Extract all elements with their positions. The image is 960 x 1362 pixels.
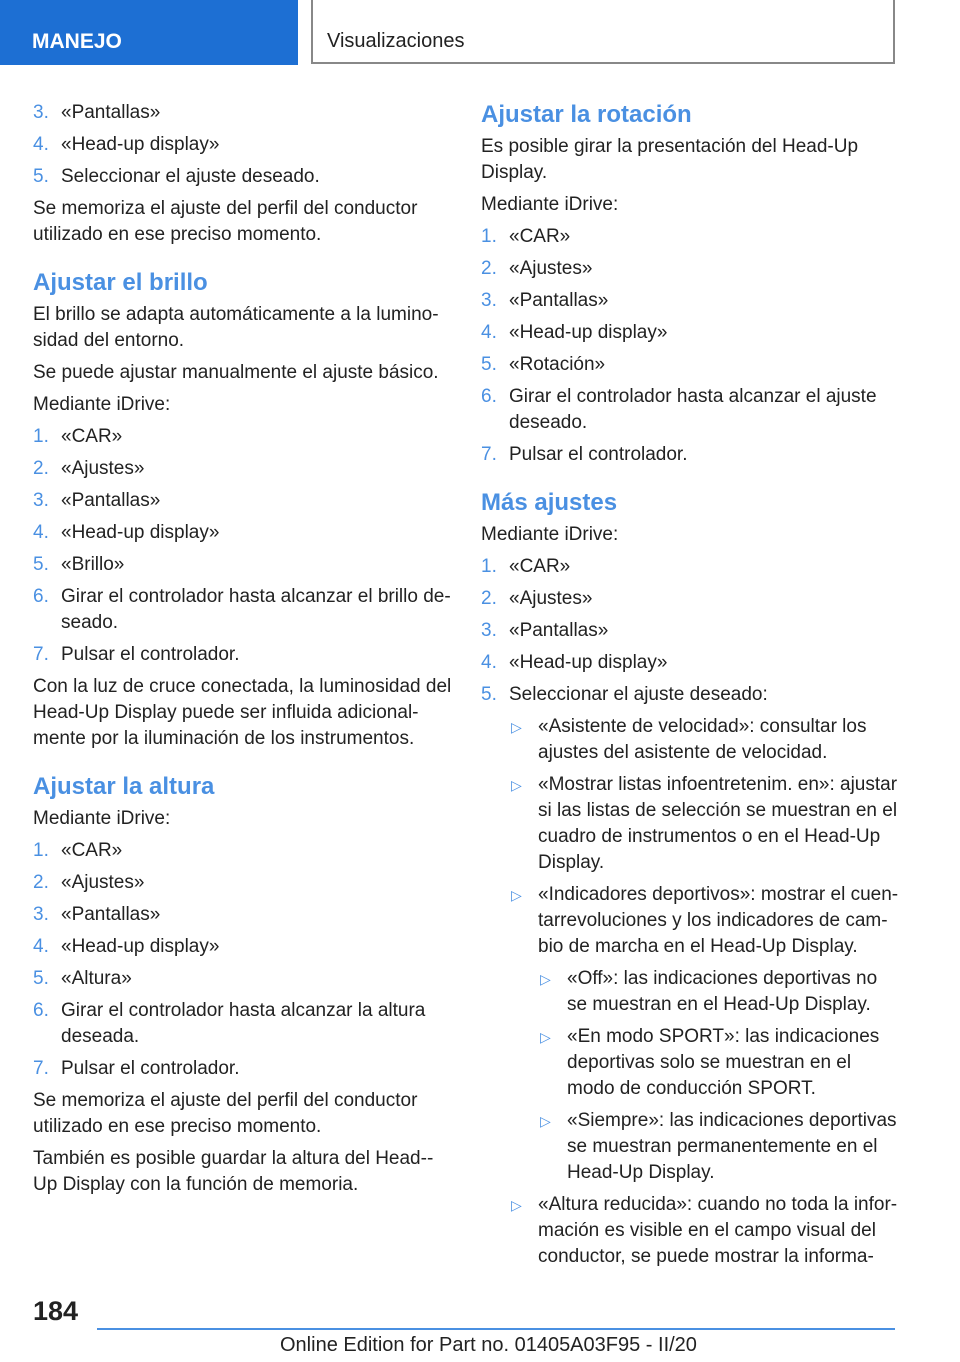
list-item: 5. «Rotación»	[481, 354, 606, 375]
list-item: 5. Seleccionar el ajuste deseado.	[33, 166, 320, 187]
list-item: 7. Pulsar el controlador.	[33, 644, 240, 665]
triangle-right-icon: ▷	[540, 1029, 551, 1045]
section-heading-mas-ajustes: Más ajustes	[481, 489, 618, 516]
list-item: 6. Girar el controlador hasta alcanzar el ajuste deseado.	[481, 386, 877, 433]
list-item: 7. Pulsar el controlador.	[33, 1058, 240, 1079]
list-item: 2. «Ajustes»	[481, 588, 593, 609]
right-column	[481, 100, 899, 1276]
footer-edition: Online Edition for Part no. 01405A03F95 - II/20	[280, 1334, 697, 1356]
list-item: 4. «Head-up display»	[33, 522, 220, 543]
footer-divider	[97, 1328, 895, 1330]
list-item: ▷ «Off»: las indicaciones deportivas no se muestran en el Head-Up Display.	[540, 968, 878, 1015]
list-item: 2. «Ajustes»	[33, 458, 145, 479]
triangle-right-icon: ▷	[511, 777, 522, 793]
list-item: 2. «Ajustes»	[33, 872, 145, 893]
list-item: 3. «Pantallas»	[33, 102, 161, 123]
triangle-right-icon: ▷	[540, 1113, 551, 1129]
steps-list	[481, 554, 899, 708]
list-item: 3. «Pantallas»	[481, 290, 609, 311]
paragraph: Se memoriza el ajuste del perfil del conductor utilizado en ese preciso momento.	[33, 1090, 418, 1137]
steps-list	[33, 838, 453, 1082]
list-item: ▷ «Siempre»: las indicaciones deportivas se muestran permanentemente en el Head-Up Display.	[540, 1110, 897, 1183]
list-item: 3. «Pantallas»	[33, 904, 161, 925]
list-item: ▷ «Asistente de velocidad»: consultar los ajustes del asistente de velocidad.	[511, 716, 867, 763]
list-item: ▷ «Altura reducida»: cuando no toda la infor-mación es visible en el campo visual del conductor, se puede mostrar la informa-	[511, 1194, 898, 1267]
left-column	[33, 100, 453, 1204]
list-item: 3. «Pantallas»	[481, 620, 609, 641]
steps-list	[33, 424, 453, 668]
list-item: 4. «Head-up display»	[481, 322, 668, 343]
list-item: 6. Girar el controlador hasta alcanzar la altura deseada.	[33, 1000, 426, 1047]
list-item: 7. Pulsar el controlador.	[481, 444, 688, 465]
paragraph: Mediante iDrive:	[33, 394, 171, 415]
steps-list	[481, 224, 899, 468]
list-item: 5. «Altura»	[33, 968, 132, 989]
list-item: ▷ «Mostrar listas infoentretenim. en»: ajustar si las listas de selección se muestran en el cuadro de instrumentos o en el Head-Up Display.	[511, 774, 898, 873]
list-item: 4. «Head-up display»	[481, 652, 668, 673]
list-item: 4. «Head-up display»	[33, 134, 220, 155]
paragraph: Mediante iDrive:	[481, 194, 619, 215]
list-item: ▷ «En modo SPORT»: las indicaciones deportivas solo se muestran en el modo de conducción SPORT.	[540, 1026, 880, 1099]
triangle-right-icon: ▷	[540, 971, 551, 987]
list-item: 3. «Pantallas»	[33, 490, 161, 511]
list-item: 1. «CAR»	[481, 226, 571, 247]
list-item: 5. Seleccionar el ajuste deseado:	[481, 684, 768, 705]
triangle-right-icon: ▷	[511, 1197, 522, 1213]
list-item: 1. «CAR»	[481, 556, 571, 577]
list-item: 2. «Ajustes»	[481, 258, 593, 279]
paragraph: Mediante iDrive:	[481, 524, 619, 545]
list-item: 1. «CAR»	[33, 840, 123, 861]
paragraph: También es posible guardar la altura del Head--Up Display con la función de memoria.	[33, 1148, 434, 1195]
list-item: ▷ «Indicadores deportivos»: mostrar el cuen-tarrevoluciones y los indicadores de cam-bio de marcha en el Head-Up Display. ▷ «Off»: las indicaciones deportivas no se muestran en el Head-Up Display. ▷ «En modo SPORT»: las indicaciones deportivas solo se muestran en el modo de conducción SPORT. ▷ «Siempre»: las indicaciones deportivas se muestran permanentemente en el Head-Up Display.	[509, 882, 899, 1186]
paragraph: El brillo se adapta automáticamente a la lumino-sidad del entorno.	[33, 304, 439, 351]
chapter-title: Visualizaciones	[311, 0, 895, 64]
paragraph: Se puede ajustar manualmente el ajuste básico.	[33, 362, 439, 383]
section-tab: MANEJO	[0, 0, 298, 65]
page-number: 184	[33, 1296, 79, 1326]
section-heading-brillo: Ajustar el brillo	[33, 269, 208, 296]
sub-bullet-list	[538, 966, 899, 1186]
bullet-list	[481, 714, 899, 1270]
paragraph: Es posible girar la presentación del Head-Up Display.	[481, 136, 859, 183]
section-heading-altura: Ajustar la altura	[33, 773, 215, 800]
paragraph: Con la luz de cruce conectada, la luminosidad del Head-Up Display puede ser influida adicional-mente por la iluminación de los instrumentos.	[33, 676, 452, 749]
page-header	[0, 0, 960, 66]
triangle-right-icon: ▷	[511, 887, 522, 903]
section-heading-rotacion: Ajustar la rotación	[481, 101, 692, 128]
list-item: 5. «Brillo»	[33, 554, 125, 575]
paragraph: Mediante iDrive:	[33, 808, 171, 829]
paragraph: Se memoriza el ajuste del perfil del conductor utilizado en ese preciso momento.	[33, 198, 418, 245]
list-item: 1. «CAR»	[33, 426, 123, 447]
steps-list	[33, 100, 453, 190]
list-item: 4. «Head-up display»	[33, 936, 220, 957]
triangle-right-icon: ▷	[511, 719, 522, 735]
list-item: 6. Girar el controlador hasta alcanzar el brillo de-seado.	[33, 586, 451, 633]
